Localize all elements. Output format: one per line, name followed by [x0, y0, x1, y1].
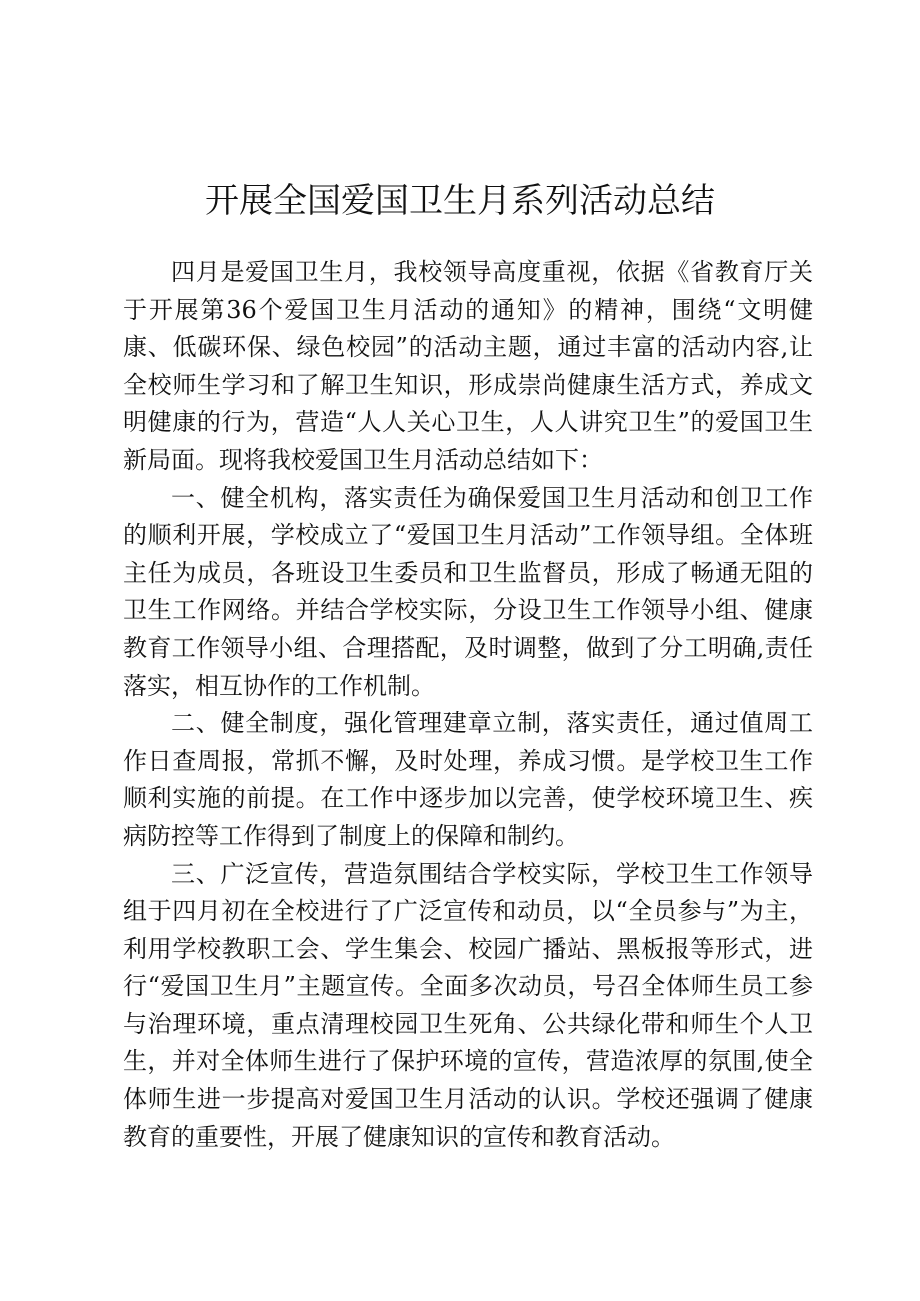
- paragraph-intro: 四月是爱国卫生月，我校领导高度重视，依据《省教育厅关于开展第36个爱国卫生月活动的通知》的精神，围绕“文明健康、低碳环保、绿色校园”的活动主题，通过丰富的活动内容,让全校师生学习和了解卫生知识，形成崇尚健康生活方式，养成文明健康的行为，营造“人人关心卫生，人人讲究卫生”的爱国卫生新局面。现将我校爱国卫生月活动总结如下：: [123, 258, 813, 474]
- paragraph-section-3: 三、广泛宣传，营造氛围结合学校实际，学校卫生工作领导组于四月初在全校进行了广泛宣传和动员，以“全员参与”为主，利用学校教职工会、学生集会、校园广播站、黑板报等形式，进行“爱国卫生月”主题宣传。全面多次动员，号召全体师生员工参与治理环境，重点清理校园卫生死角、公共绿化带和师生个人卫生，并对全体师生进行了保护环境的宣传，营造浓厚的氛围,使全体师生进一步提高对爱国卫生月活动的认识。学校还强调了健康教育的重要性，开展了健康知识的宣传和教育活动。: [123, 859, 813, 1151]
- document-body: [123, 254, 813, 1156]
- document-title: 开展全国爱国卫生月系列活动总结: [205, 181, 715, 221]
- paragraph-section-1: 一、健全机构，落实责任为确保爱国卫生月活动和创卫工作的顺利开展，学校成立了“爱国卫生月活动”工作领导组。全体班主任为成员，各班设卫生委员和卫生监督员，形成了畅通无阻的卫生工作网络。并结合学校实际，分设卫生工作领导小组、健康教育工作领导小组、合理搭配，及时调整，做到了分工明确,责任落实，相互协作的工作机制。: [123, 483, 813, 700]
- paragraph-section-2: 二、健全制度，强化管理建章立制，落实责任，通过值周工作日查周报，常抓不懈，及时处理，养成习惯。是学校卫生工作顺利实施的前提。在工作中逐步加以完善，使学校环境卫生、疾病防控等工作得到了制度上的保障和制约。: [123, 709, 813, 850]
